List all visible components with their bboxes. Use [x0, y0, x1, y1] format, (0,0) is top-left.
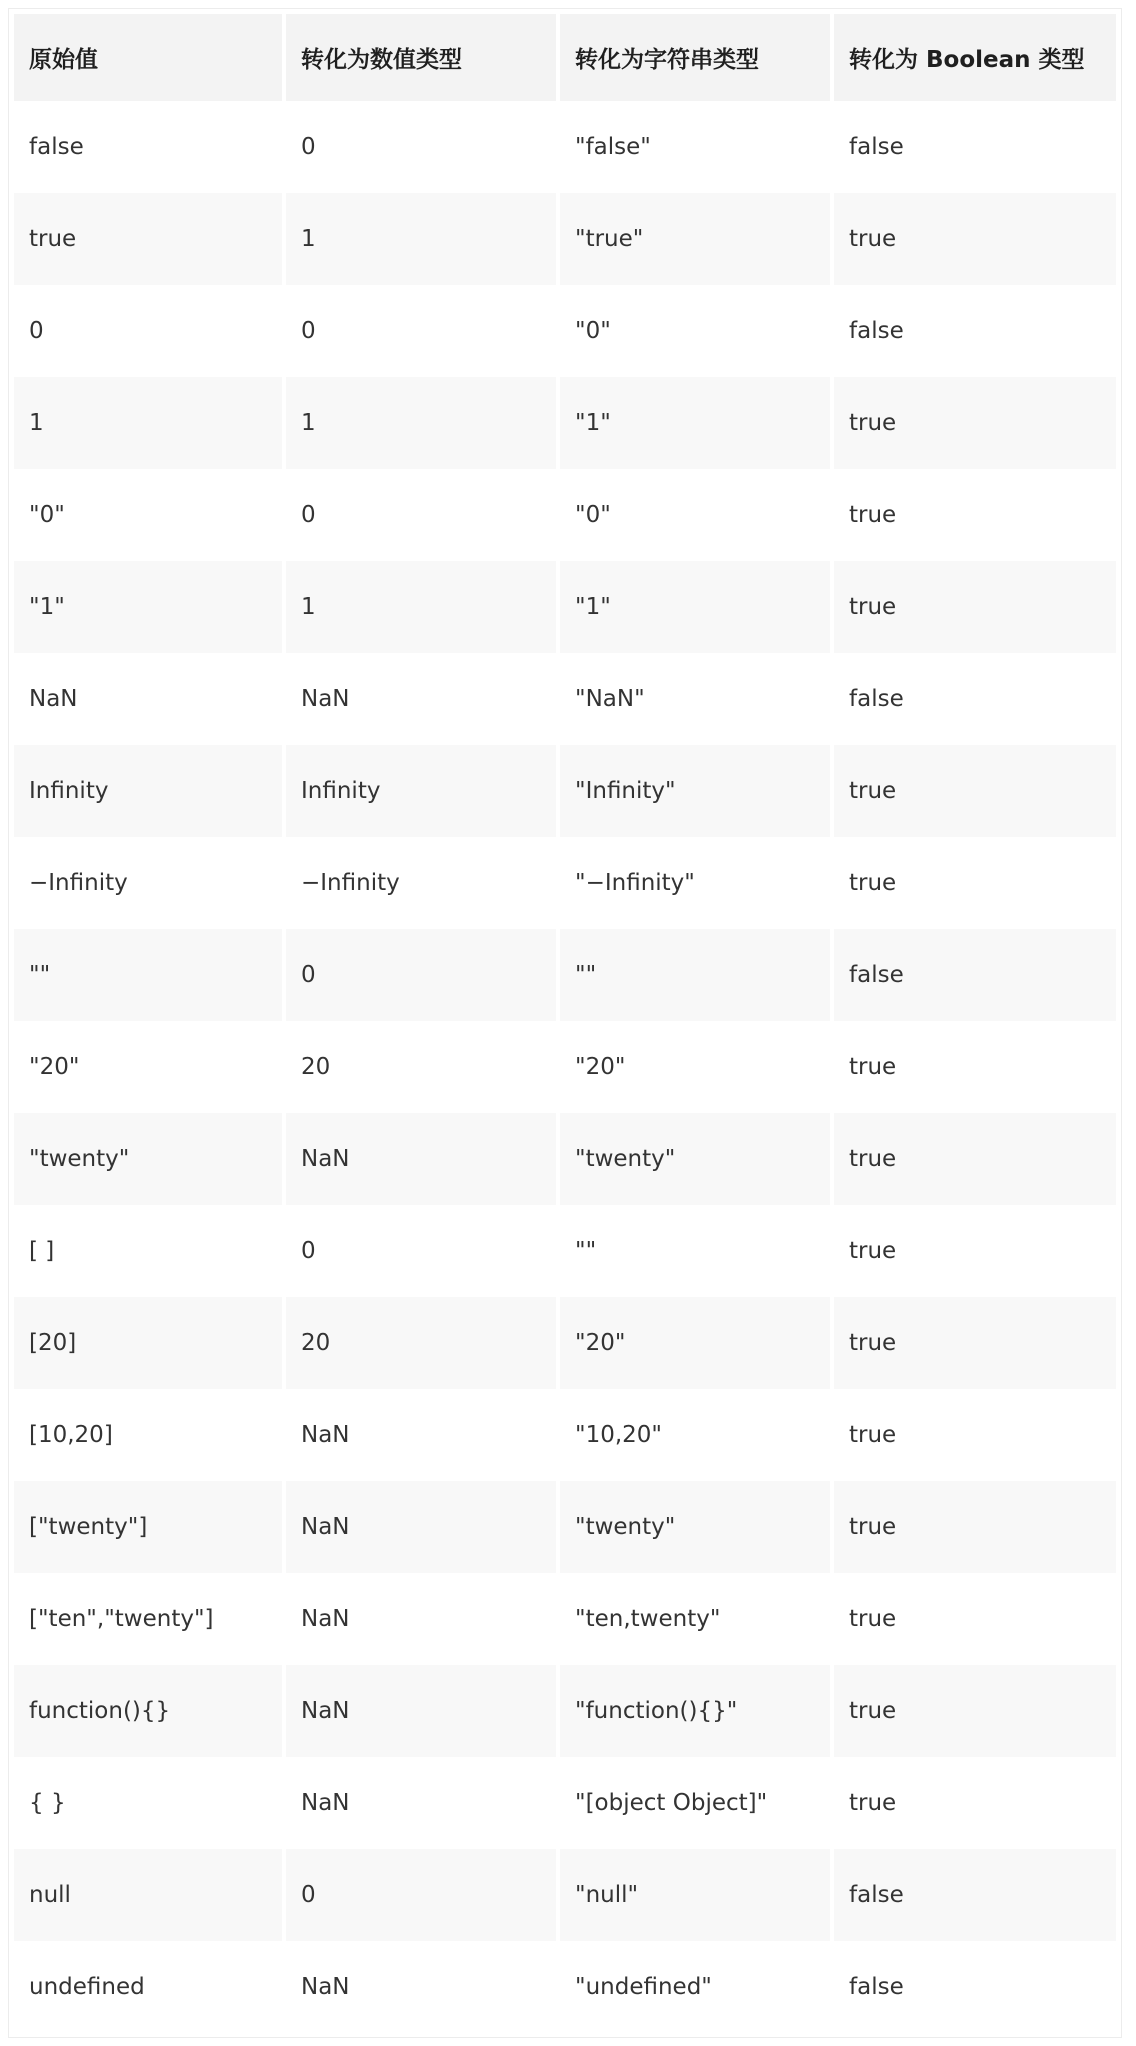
- table-row: [14, 1481, 1116, 1573]
- cell-boolean-value: true: [834, 1021, 1116, 1113]
- cell-number-value: 0: [286, 285, 556, 377]
- table-row: [14, 1757, 1116, 1849]
- cell-number-value: NaN: [286, 1481, 556, 1573]
- cell-original-value: [ ]: [14, 1205, 282, 1297]
- header-to-string: 转化为字符串类型: [560, 14, 830, 101]
- cell-string-value: "null": [560, 1849, 830, 1941]
- cell-boolean-value: true: [834, 1481, 1116, 1573]
- cell-original-value: "": [14, 929, 282, 1021]
- cell-number-value: NaN: [286, 1665, 556, 1757]
- cell-string-value: "true": [560, 193, 830, 285]
- cell-original-value: "twenty": [14, 1113, 282, 1205]
- cell-number-value: NaN: [286, 1941, 556, 2033]
- cell-string-value: "1": [560, 377, 830, 469]
- table-row: [14, 561, 1116, 653]
- cell-number-value: NaN: [286, 1113, 556, 1205]
- cell-number-value: 0: [286, 1205, 556, 1297]
- cell-original-value: "20": [14, 1021, 282, 1113]
- cell-boolean-value: false: [834, 285, 1116, 377]
- cell-original-value: true: [14, 193, 282, 285]
- cell-boolean-value: true: [834, 1573, 1116, 1665]
- table-row: [14, 745, 1116, 837]
- table-row: [14, 377, 1116, 469]
- cell-boolean-value: false: [834, 1849, 1116, 1941]
- cell-boolean-value: true: [834, 745, 1116, 837]
- cell-string-value: "20": [560, 1021, 830, 1113]
- table-row: [14, 1021, 1116, 1113]
- header-to-number: 转化为数值类型: [286, 14, 556, 101]
- table-row: [14, 193, 1116, 285]
- cell-string-value: "10,20": [560, 1389, 830, 1481]
- cell-number-value: 20: [286, 1297, 556, 1389]
- cell-original-value: undefined: [14, 1941, 282, 2033]
- cell-boolean-value: false: [834, 653, 1116, 745]
- cell-original-value: { }: [14, 1757, 282, 1849]
- cell-boolean-value: false: [834, 929, 1116, 1021]
- cell-number-value: NaN: [286, 1389, 556, 1481]
- table-row: [14, 1113, 1116, 1205]
- cell-original-value: [10,20]: [14, 1389, 282, 1481]
- cell-string-value: "function(){}": [560, 1665, 830, 1757]
- cell-number-value: Infinity: [286, 745, 556, 837]
- cell-original-value: null: [14, 1849, 282, 1941]
- cell-boolean-value: true: [834, 193, 1116, 285]
- cell-number-value: NaN: [286, 653, 556, 745]
- type-conversion-table: [10, 14, 1120, 2033]
- header-original-value: 原始值: [14, 14, 282, 101]
- cell-boolean-value: true: [834, 1757, 1116, 1849]
- cell-original-value: 1: [14, 377, 282, 469]
- cell-original-value: function(){}: [14, 1665, 282, 1757]
- table-row: [14, 1665, 1116, 1757]
- cell-boolean-value: true: [834, 1297, 1116, 1389]
- cell-original-value: [20]: [14, 1297, 282, 1389]
- table-row: [14, 1389, 1116, 1481]
- cell-number-value: 1: [286, 193, 556, 285]
- cell-original-value: ["ten","twenty"]: [14, 1573, 282, 1665]
- table-row: [14, 1573, 1116, 1665]
- cell-number-value: 0: [286, 101, 556, 193]
- cell-original-value: "0": [14, 469, 282, 561]
- cell-original-value: Infinity: [14, 745, 282, 837]
- cell-string-value: "0": [560, 285, 830, 377]
- cell-string-value: "": [560, 1205, 830, 1297]
- cell-number-value: 0: [286, 469, 556, 561]
- cell-string-value: "[object Object]": [560, 1757, 830, 1849]
- cell-string-value: "ten,twenty": [560, 1573, 830, 1665]
- cell-boolean-value: true: [834, 1205, 1116, 1297]
- table-header-row: [14, 14, 1116, 101]
- table-row: [14, 285, 1116, 377]
- cell-number-value: −Infinity: [286, 837, 556, 929]
- cell-boolean-value: true: [834, 1389, 1116, 1481]
- cell-number-value: 1: [286, 561, 556, 653]
- cell-string-value: "undefined": [560, 1941, 830, 2033]
- table-row: [14, 653, 1116, 745]
- cell-original-value: 0: [14, 285, 282, 377]
- table-row: [14, 469, 1116, 561]
- cell-number-value: 20: [286, 1021, 556, 1113]
- table-row: [14, 1297, 1116, 1389]
- cell-string-value: "1": [560, 561, 830, 653]
- table-row: [14, 1941, 1116, 2033]
- table-row: [14, 1849, 1116, 1941]
- cell-boolean-value: true: [834, 837, 1116, 929]
- cell-boolean-value: true: [834, 1665, 1116, 1757]
- table-body: [14, 101, 1116, 2033]
- cell-original-value: ["twenty"]: [14, 1481, 282, 1573]
- cell-boolean-value: false: [834, 101, 1116, 193]
- cell-string-value: "": [560, 929, 830, 1021]
- cell-string-value: "−Infinity": [560, 837, 830, 929]
- cell-boolean-value: true: [834, 561, 1116, 653]
- cell-boolean-value: false: [834, 1941, 1116, 2033]
- cell-original-value: −Infinity: [14, 837, 282, 929]
- cell-original-value: "1": [14, 561, 282, 653]
- cell-number-value: 0: [286, 929, 556, 1021]
- cell-boolean-value: true: [834, 469, 1116, 561]
- table-row: [14, 837, 1116, 929]
- header-to-boolean: 转化为 Boolean 类型: [834, 14, 1116, 101]
- cell-number-value: 0: [286, 1849, 556, 1941]
- table-row: [14, 1205, 1116, 1297]
- cell-boolean-value: true: [834, 377, 1116, 469]
- cell-boolean-value: true: [834, 1113, 1116, 1205]
- cell-string-value: "NaN": [560, 653, 830, 745]
- cell-string-value: "20": [560, 1297, 830, 1389]
- cell-string-value: "false": [560, 101, 830, 193]
- cell-original-value: false: [14, 101, 282, 193]
- table-row: [14, 929, 1116, 1021]
- table-row: [14, 101, 1116, 193]
- cell-number-value: 1: [286, 377, 556, 469]
- cell-string-value: "twenty": [560, 1481, 830, 1573]
- cell-string-value: "twenty": [560, 1113, 830, 1205]
- cell-number-value: NaN: [286, 1757, 556, 1849]
- cell-number-value: NaN: [286, 1573, 556, 1665]
- cell-string-value: "0": [560, 469, 830, 561]
- cell-string-value: "Infinity": [560, 745, 830, 837]
- cell-original-value: NaN: [14, 653, 282, 745]
